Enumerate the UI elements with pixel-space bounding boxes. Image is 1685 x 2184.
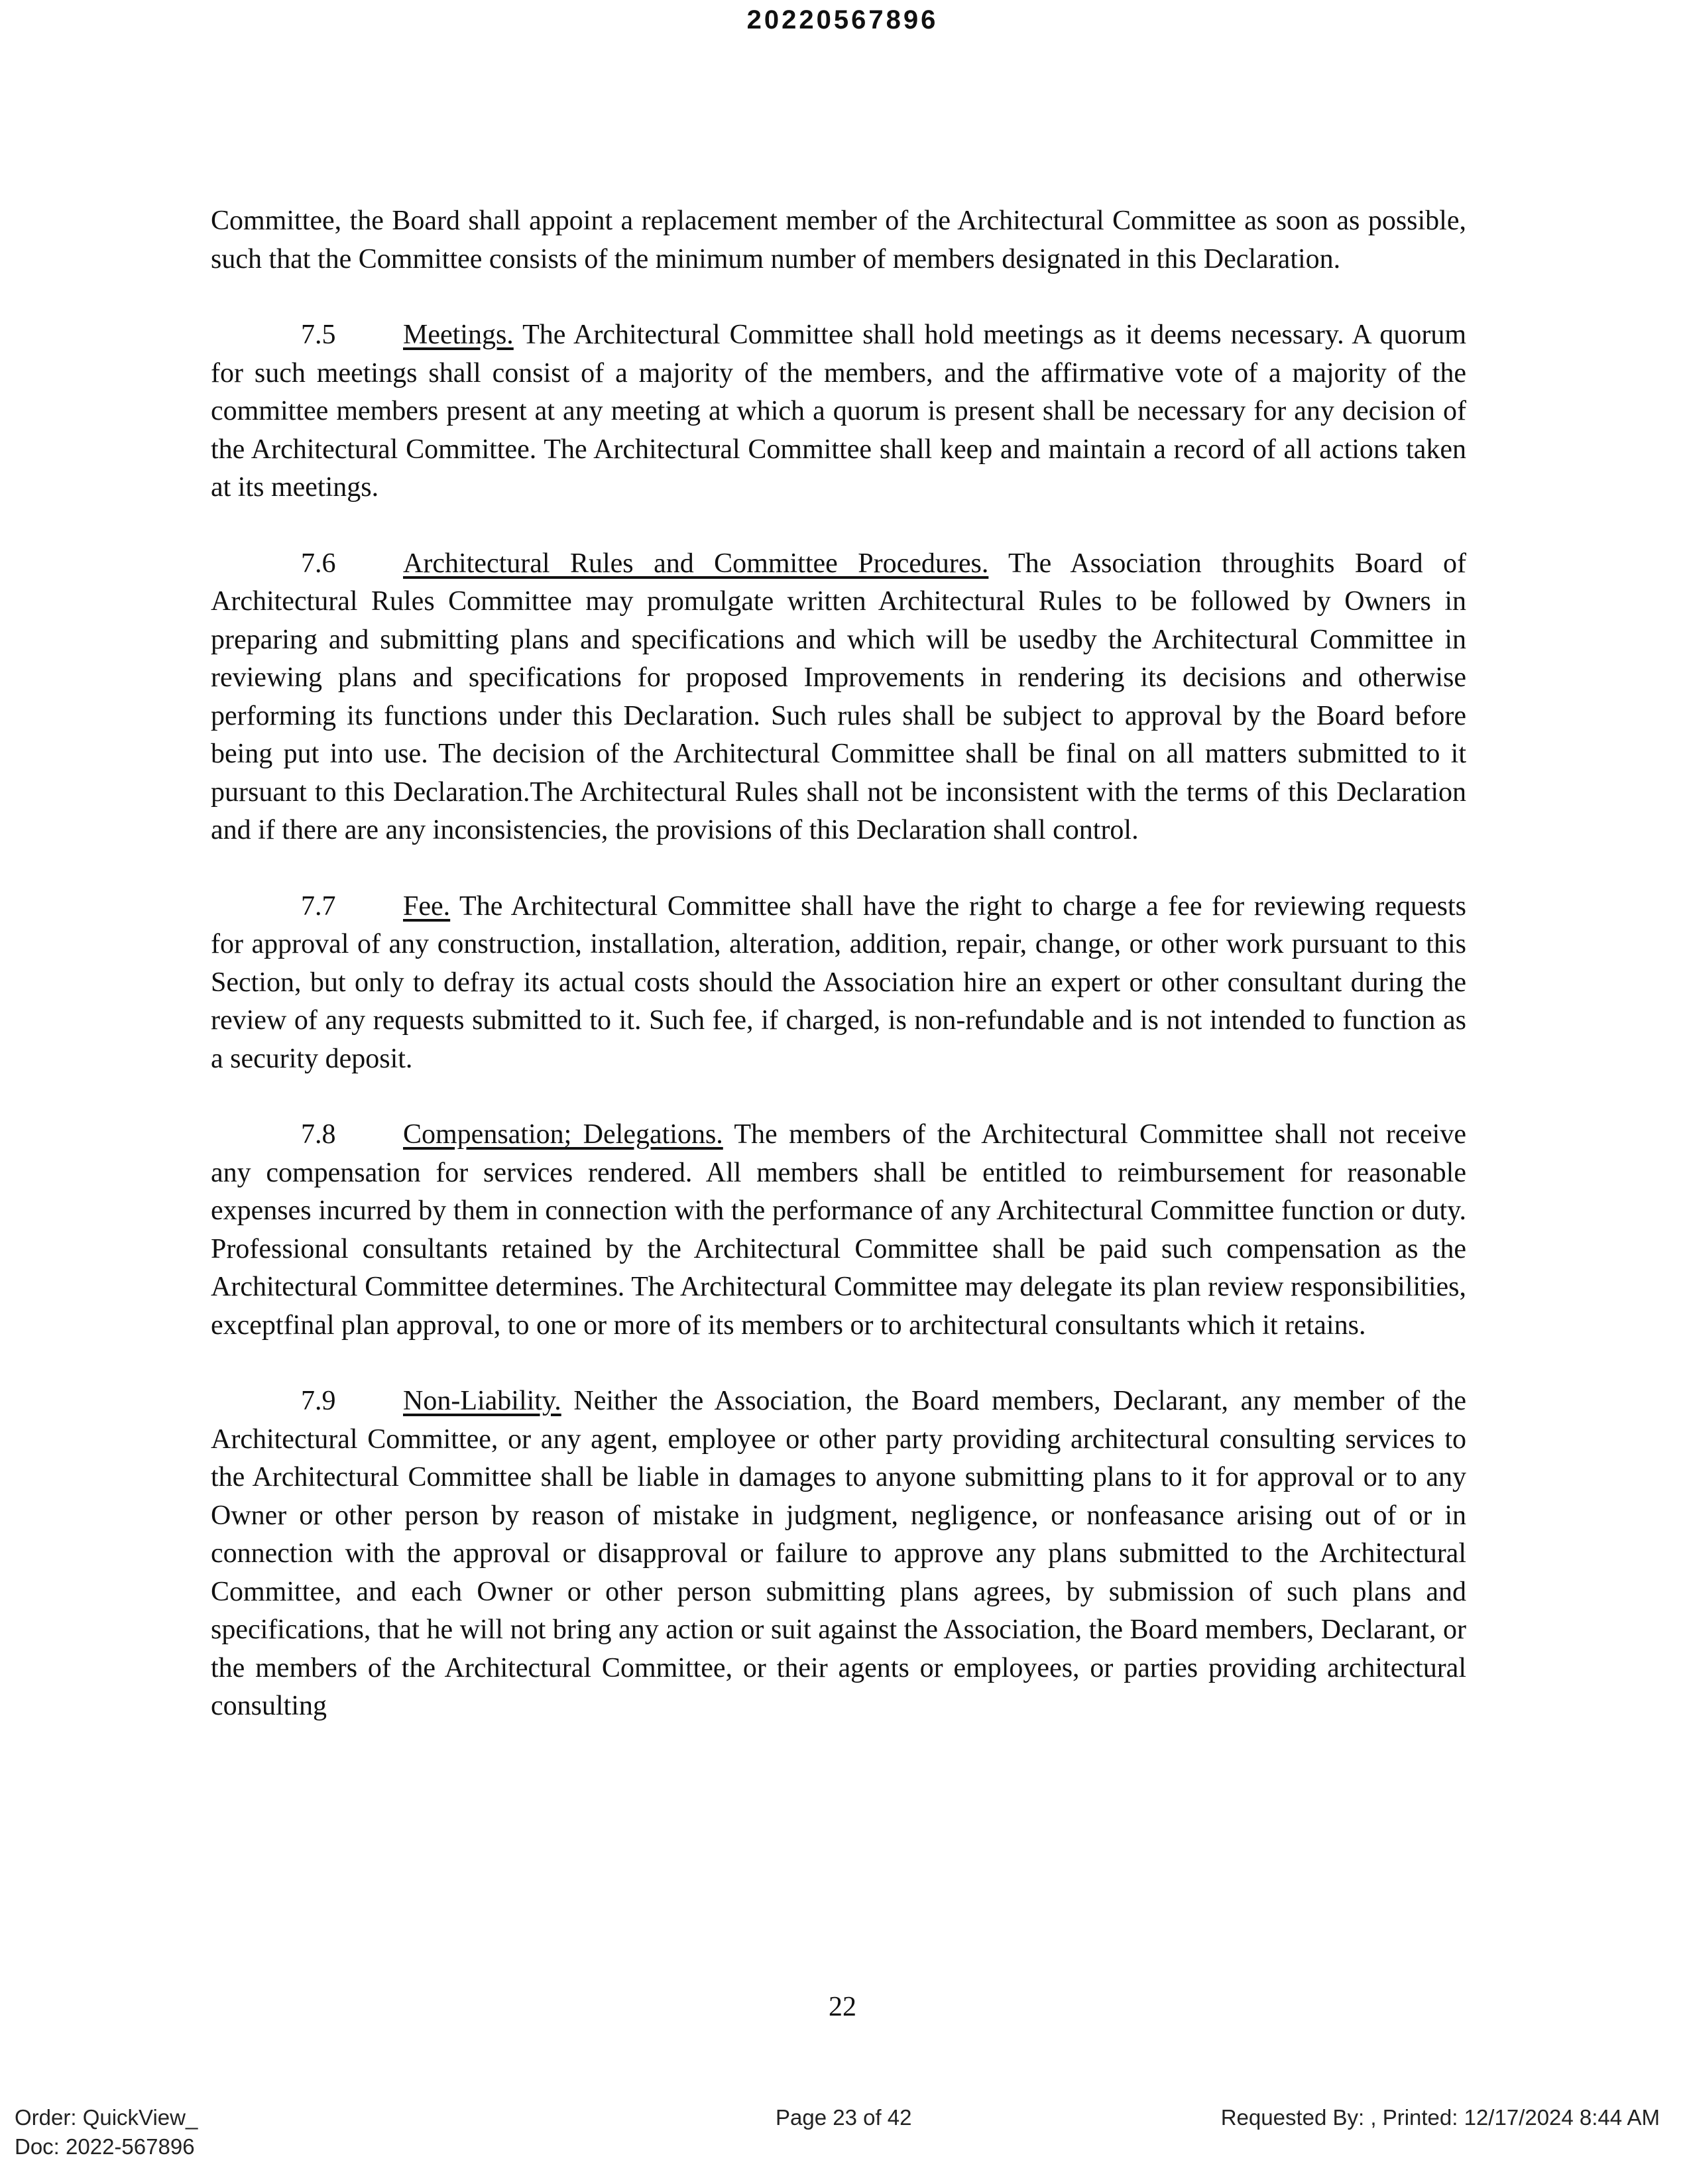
section-7-9	[211, 1382, 1466, 1726]
section-7-8	[211, 1116, 1466, 1345]
footer-page-count: Page 23 of 42	[776, 2105, 912, 2130]
footer-left	[15, 2103, 198, 2161]
section-number: 7.5	[301, 320, 336, 350]
section-number: 7.9	[301, 1386, 336, 1416]
section-number: 7.6	[301, 548, 336, 579]
document-body	[211, 202, 1466, 1764]
footer-doc: Doc: 2022-567896	[15, 2134, 195, 2159]
section-text: The Association throughits Board of Architectural Rules Committee may promulgate written Architectural Rules to be followed by Owners in preparing and submitting plans and specifications and which will be usedby the Architectural Committee in reviewing plans and specifications for proposed Improvements in rendering its decisions and otherwise performing its functions under this Declaration. Such rules shall be subject to approval by the Board before being put into use. The decision of the Architectural Committee shall be final on all matters submitted to it pursuant to this Declaration.The Architectural Rules shall not be inconsistent with the terms of this Declaration and if there are any inconsistencies, the provisions of this Declaration shall control.	[211, 548, 1466, 845]
section-text: The members of the Architectural Committee shall not receive any compensation for services rendered. All members shall be entitled to reimbursement for reasonable expenses incurred by them in connection with the performance of any Architectural Committee function or duty. Professional consultants retained by the Architectural Committee shall be paid such compensation as the Architectural Committee determines. The Architectural Committee may delegate its plan review responsibilities, exceptfinal plan approval, to one or more of its members or to architectural consultants which it retains.	[211, 1119, 1466, 1341]
section-text: The Architectural Committee shall hold meetings as it deems necessary. A quorum for such meetings shall consist of a majority of the members, and the affirmative vote of a majority of the committee members present at any meeting at which a quorum is present shall be necessary for any decision of the Architectural Committee. The Architectural Committee shall keep and maintain a record of all actions taken at its meetings.	[211, 320, 1466, 503]
section-7-6	[211, 545, 1466, 850]
footer-order: Order: QuickView_	[15, 2105, 198, 2130]
section-7-5	[211, 316, 1466, 507]
section-text: The Architectural Committee shall have the right to charge a fee for reviewing requests for approval of any construction, installation, alteration, addition, repair, change, or other work pursuant to this Section, but only to defray its actual costs should the Association hire an expert or other consultant during the review of any requests submitted to it. Such fee, if charged, is non-refundable and is not intended to function as a security deposit.	[211, 890, 1466, 1074]
section-title: Architectural Rules and Committee Procedures.	[403, 548, 989, 579]
section-title: Non-Liability.	[403, 1386, 561, 1416]
section-title: Compensation; Delegations.	[403, 1119, 723, 1150]
footer-requested: Requested By: , Printed: 12/17/2024 8:44 AM	[1220, 2105, 1660, 2130]
section-title: Meetings.	[403, 320, 514, 350]
document-number: 20220567896	[746, 5, 939, 34]
section-number: 7.7	[301, 890, 336, 922]
section-7-7	[211, 888, 1466, 1079]
section-title: Fee.	[403, 890, 451, 922]
section-text: Neither the Association, the Board members, Declarant, any member of the Architectural Committee, or any agent, employee or other party providing architectural consulting services to the Architectural Committee shall be liable in damages to anyone submitting plans to it for approval or to any Owner or other person by reason of mistake in judgment, negligence, or nonfeasance arising out of or in connection with the approval or disapproval or failure to approve any plans submitted to the Architectural Committee, and each Owner or other person submitting plans agrees, by submission of such plans and specifications, that he will not bring any action or suit against the Association, the Board members, Declarant, or the members of the Architectural Committee, or their agents or employees, or parties providing architectural consulting	[211, 1386, 1466, 1721]
intro-paragraph: Committee, the Board shall appoint a replacement member of the Architectural Committee as soon as possible, such that the Committee consists of the minimum number of members designated in this Declaration.	[211, 206, 1466, 274]
section-number: 7.8	[301, 1119, 336, 1150]
page-number: 22	[829, 1992, 856, 2022]
